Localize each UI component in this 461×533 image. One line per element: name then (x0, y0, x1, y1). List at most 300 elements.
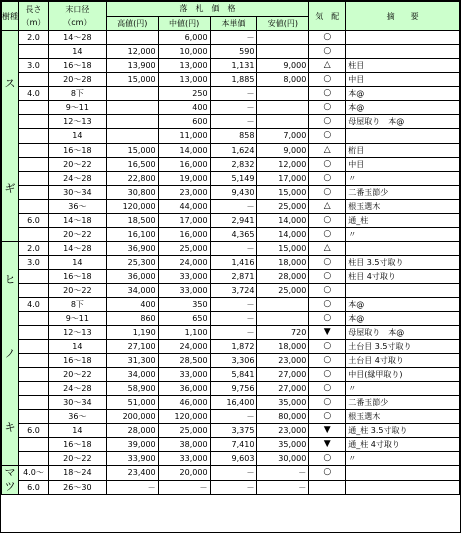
species-char: ス (4, 77, 16, 90)
high-price-cell: 36,000 (106, 270, 158, 284)
table-row (2, 73, 460, 87)
mid-price-cell: 36,000 (158, 382, 210, 396)
unit-price-cell: 5,149 (210, 171, 257, 185)
unit-price-cell: 3,375 (210, 424, 257, 438)
diameter-cell: 14～28 (48, 242, 106, 256)
low-price-cell (257, 31, 309, 45)
species-char: ギ (4, 182, 16, 195)
table-row (2, 101, 460, 115)
mid-price-cell: 33,000 (158, 284, 210, 298)
market-mood-cell: ○ (309, 396, 346, 410)
mid-price-cell: 6,000 (158, 31, 210, 45)
remarks-cell: 土台目 4寸取り (346, 354, 460, 368)
market-mood-cell: ○ (309, 256, 346, 270)
unit-price-cell: － (210, 312, 257, 326)
diameter-cell: 14 (48, 256, 106, 270)
mid-price-cell: － (158, 480, 210, 495)
remarks-cell: 根玉選木 (346, 199, 460, 213)
table-row (2, 480, 460, 495)
high-price-cell: 1,190 (106, 326, 158, 340)
length-cell: 4.0 (19, 87, 49, 101)
diameter-cell: 9～11 (48, 101, 106, 115)
length-cell (19, 410, 49, 424)
header-remarks: 摘 要 (346, 2, 460, 31)
diameter-cell: 14 (48, 340, 106, 354)
market-mood-cell: ○ (309, 171, 346, 185)
high-price-cell: 58,900 (106, 382, 158, 396)
low-price-cell: 15,000 (257, 185, 309, 199)
mid-price-cell: 44,000 (158, 199, 210, 213)
species-char: ツ (4, 480, 16, 493)
mid-price-cell: 120,000 (158, 410, 210, 424)
remarks-cell (346, 45, 460, 59)
low-price-cell: 7,000 (257, 129, 309, 143)
low-price-cell: 17,000 (257, 171, 309, 185)
header-diameter-label: 末口径 (65, 5, 90, 14)
mid-price-cell: 17,000 (158, 213, 210, 227)
high-price-cell: 36,900 (106, 242, 158, 256)
unit-price-cell: 1,624 (210, 143, 257, 157)
remarks-cell: 二番玉節少 (346, 185, 460, 199)
length-cell (19, 438, 49, 452)
remarks-cell: 〃 (346, 452, 460, 466)
mid-price-cell: 13,000 (158, 59, 210, 73)
header-diameter-unit: （cm） (63, 18, 92, 27)
length-cell (19, 354, 49, 368)
length-cell: 6.0 (19, 480, 49, 495)
table-row (2, 284, 460, 298)
high-price-cell: 16,100 (106, 227, 158, 241)
length-cell (19, 312, 49, 326)
unit-price-cell: 16,400 (210, 396, 257, 410)
low-price-cell (257, 45, 309, 59)
low-price-cell: 25,000 (257, 284, 309, 298)
remarks-cell: 通_柱 (346, 213, 460, 227)
high-price-cell (106, 115, 158, 129)
market-mood-cell: ▼ (309, 326, 346, 340)
unit-price-cell: 2,941 (210, 213, 257, 227)
diameter-cell: 20～22 (48, 452, 106, 466)
diameter-cell: 8下 (48, 298, 106, 312)
remarks-cell: 本@ (346, 87, 460, 101)
unit-price-cell: 2,871 (210, 270, 257, 284)
low-price-cell: 14,000 (257, 227, 309, 241)
low-price-cell: 27,000 (257, 368, 309, 382)
diameter-cell: 12～13 (48, 115, 106, 129)
market-mood-cell: ○ (309, 157, 346, 171)
header-species (2, 2, 19, 31)
mid-price-cell: 350 (158, 298, 210, 312)
market-mood-cell: ○ (309, 354, 346, 368)
remarks-cell: 柱目 4寸取り (346, 270, 460, 284)
diameter-cell: 36～ (48, 199, 106, 213)
unit-price-cell: 9,603 (210, 452, 257, 466)
market-mood-cell: △ (309, 242, 346, 256)
table-row (2, 129, 460, 143)
table-row (2, 270, 460, 284)
species-cell (2, 466, 19, 495)
remarks-cell (346, 466, 460, 481)
low-price-cell: 14,000 (257, 213, 309, 227)
market-mood-cell: △ (309, 143, 346, 157)
header-length-label: 長さ (25, 5, 42, 14)
market-mood-cell: ○ (309, 452, 346, 466)
diameter-cell: 36～ (48, 410, 106, 424)
high-price-cell: 15,000 (106, 73, 158, 87)
high-price-cell: 30,800 (106, 185, 158, 199)
unit-price-cell: － (210, 298, 257, 312)
diameter-cell: 26～30 (48, 480, 106, 495)
mid-price-cell: 600 (158, 115, 210, 129)
remarks-cell: 二番玉節少 (346, 396, 460, 410)
unit-price-cell: 1,131 (210, 59, 257, 73)
remarks-cell: 柱目 3.5寸取り (346, 256, 460, 270)
diameter-cell: 30～34 (48, 396, 106, 410)
remarks-cell: 〃 (346, 171, 460, 185)
unit-price-cell: － (210, 31, 257, 45)
length-cell (19, 326, 49, 340)
mid-price-cell: 11,000 (158, 129, 210, 143)
market-mood-cell: ○ (309, 213, 346, 227)
table-row (2, 312, 460, 326)
high-price-cell: 15,000 (106, 143, 158, 157)
market-mood-cell: ▼ (309, 438, 346, 452)
market-mood-cell: ▼ (309, 424, 346, 438)
low-price-cell: 25,000 (257, 199, 309, 213)
mid-price-cell: 28,500 (158, 354, 210, 368)
high-price-cell: 12,000 (106, 45, 158, 59)
unit-price-cell: － (210, 480, 257, 495)
low-price-cell: 12,000 (257, 157, 309, 171)
table-row (2, 298, 460, 312)
diameter-cell: 20～22 (48, 368, 106, 382)
remarks-cell (346, 31, 460, 45)
low-price-cell: 23,000 (257, 424, 309, 438)
table-row (2, 45, 460, 59)
high-price-cell: 23,400 (106, 466, 158, 481)
remarks-cell: 中目 (346, 73, 460, 87)
header-mid: 中値(円) (158, 16, 210, 31)
low-price-cell: 80,000 (257, 410, 309, 424)
high-price-cell: 860 (106, 312, 158, 326)
unit-price-cell: 590 (210, 45, 257, 59)
table-row (2, 424, 460, 438)
high-price-cell: 16,500 (106, 157, 158, 171)
length-cell (19, 199, 49, 213)
length-cell (19, 73, 49, 87)
header-mood: 気 配 (309, 2, 346, 31)
low-price-cell: 35,000 (257, 396, 309, 410)
market-mood-cell: ○ (309, 270, 346, 284)
high-price-cell (106, 101, 158, 115)
table-row (2, 410, 460, 424)
length-cell (19, 143, 49, 157)
table-row (2, 213, 460, 227)
table-row (2, 143, 460, 157)
high-price-cell: 39,000 (106, 438, 158, 452)
header-low: 安値(円) (257, 16, 309, 31)
length-cell: 6.0 (19, 424, 49, 438)
remarks-cell: 母屋取り 本@ (346, 115, 460, 129)
market-mood-cell: ○ (309, 382, 346, 396)
remarks-cell: 桁目 (346, 143, 460, 157)
table-row (2, 438, 460, 452)
low-price-cell (257, 87, 309, 101)
remarks-cell: 本@ (346, 312, 460, 326)
low-price-cell: 28,000 (257, 270, 309, 284)
low-price-cell: 15,000 (257, 242, 309, 256)
diameter-cell: 14 (48, 424, 106, 438)
diameter-cell: 14 (48, 45, 106, 59)
unit-price-cell: 1,872 (210, 340, 257, 354)
species-cell (2, 242, 19, 466)
mid-price-cell: 19,000 (158, 171, 210, 185)
high-price-cell: 28,000 (106, 424, 158, 438)
length-cell: 6.0 (19, 213, 49, 227)
high-price-cell: 33,900 (106, 452, 158, 466)
length-cell: 4.0～ (19, 466, 49, 481)
unit-price-cell: － (210, 410, 257, 424)
market-mood-cell: ○ (309, 87, 346, 101)
unit-price-cell: 3,724 (210, 284, 257, 298)
market-mood-cell: ○ (309, 129, 346, 143)
mid-price-cell: 25,000 (158, 424, 210, 438)
table-row (2, 452, 460, 466)
low-price-cell: － (257, 480, 309, 495)
unit-price-cell: － (210, 242, 257, 256)
low-price-cell: 27,000 (257, 382, 309, 396)
high-price-cell (106, 87, 158, 101)
remarks-cell (346, 284, 460, 298)
length-cell: 3.0 (19, 59, 49, 73)
length-cell (19, 340, 49, 354)
unit-price-cell: 5,841 (210, 368, 257, 382)
header-length-unit: （m） (21, 18, 46, 27)
mid-price-cell: 23,000 (158, 185, 210, 199)
remarks-cell: 母屋取り 本@ (346, 326, 460, 340)
diameter-cell: 20～28 (48, 73, 106, 87)
mid-price-cell: 24,000 (158, 340, 210, 354)
low-price-cell: 9,000 (257, 143, 309, 157)
diameter-cell: 20～22 (48, 157, 106, 171)
diameter-cell: 16～18 (48, 354, 106, 368)
unit-price-cell: 9,756 (210, 382, 257, 396)
table-row (2, 368, 460, 382)
unit-price-cell: － (210, 115, 257, 129)
length-cell (19, 452, 49, 466)
low-price-cell: 18,000 (257, 340, 309, 354)
table-row (2, 326, 460, 340)
species-char: マ (4, 466, 16, 479)
low-price-cell: 35,000 (257, 438, 309, 452)
unit-price-cell: 2,832 (210, 157, 257, 171)
remarks-cell: 根玉選木 (346, 410, 460, 424)
mid-price-cell: 13,000 (158, 73, 210, 87)
remarks-cell: 通_柱 3.5寸取り (346, 424, 460, 438)
market-mood-cell: ○ (309, 340, 346, 354)
diameter-cell: 12～13 (48, 326, 106, 340)
high-price-cell: 200,000 (106, 410, 158, 424)
remarks-cell: 通_柱 4寸取り (346, 438, 460, 452)
low-price-cell (257, 298, 309, 312)
mid-price-cell: 250 (158, 87, 210, 101)
high-price-cell: 120,000 (106, 199, 158, 213)
header-high: 高値(円) (106, 16, 158, 31)
header-diameter (48, 2, 106, 31)
table-row (2, 466, 460, 481)
high-price-cell (106, 31, 158, 45)
low-price-cell: 18,000 (257, 256, 309, 270)
unit-price-cell: － (210, 199, 257, 213)
market-mood-cell: △ (309, 199, 346, 213)
high-price-cell: 34,000 (106, 368, 158, 382)
mid-price-cell: 14,000 (158, 143, 210, 157)
unit-price-cell: － (210, 466, 257, 481)
high-price-cell: 34,000 (106, 284, 158, 298)
diameter-cell: 9～11 (48, 312, 106, 326)
header-length (19, 2, 49, 31)
mid-price-cell: 33,000 (158, 452, 210, 466)
mid-price-cell: 24,000 (158, 256, 210, 270)
market-mood-cell: ○ (309, 284, 346, 298)
market-mood-cell: ○ (309, 368, 346, 382)
market-mood-cell: ○ (309, 410, 346, 424)
market-mood-cell: ○ (309, 73, 346, 87)
length-cell (19, 368, 49, 382)
market-mood-cell: ○ (309, 185, 346, 199)
high-price-cell: 22,800 (106, 171, 158, 185)
high-price-cell: 51,000 (106, 396, 158, 410)
unit-price-cell: 858 (210, 129, 257, 143)
high-price-cell: 400 (106, 298, 158, 312)
length-cell: 2.0 (19, 31, 49, 45)
market-mood-cell (309, 480, 346, 495)
table-row (2, 115, 460, 129)
diameter-cell: 16～18 (48, 59, 106, 73)
table-row (2, 382, 460, 396)
table-row (2, 31, 460, 45)
length-cell (19, 382, 49, 396)
low-price-cell: 9,000 (257, 59, 309, 73)
high-price-cell: 18,500 (106, 213, 158, 227)
mid-price-cell: 33,000 (158, 368, 210, 382)
length-cell (19, 45, 49, 59)
market-mood-cell: △ (309, 59, 346, 73)
high-price-cell: 25,300 (106, 256, 158, 270)
unit-price-cell: － (210, 101, 257, 115)
diameter-cell: 8下 (48, 87, 106, 101)
table-row (2, 87, 460, 101)
market-mood-cell: ○ (309, 101, 346, 115)
remarks-cell: 中目 (346, 157, 460, 171)
length-cell (19, 171, 49, 185)
price-table (1, 1, 460, 495)
unit-price-cell: 7,410 (210, 438, 257, 452)
diameter-cell: 24～28 (48, 382, 106, 396)
high-price-cell: 13,900 (106, 59, 158, 73)
table-row (2, 171, 460, 185)
diameter-cell: 18～24 (48, 466, 106, 481)
species-char: キ (4, 420, 16, 434)
table-row (2, 185, 460, 199)
length-cell (19, 115, 49, 129)
header-species-label: 樹種 (2, 11, 18, 21)
mid-price-cell: 20,000 (158, 466, 210, 481)
high-price-cell: 31,300 (106, 354, 158, 368)
market-mood-cell: ○ (309, 45, 346, 59)
diameter-cell: 16～18 (48, 143, 106, 157)
market-mood-cell: ○ (309, 227, 346, 241)
diameter-cell: 14 (48, 129, 106, 143)
table-row (2, 199, 460, 213)
length-cell (19, 270, 49, 284)
remarks-cell: 本@ (346, 298, 460, 312)
market-mood-cell: ○ (309, 115, 346, 129)
low-price-cell: 8,000 (257, 73, 309, 87)
mid-price-cell: 16,000 (158, 157, 210, 171)
table-row (2, 354, 460, 368)
unit-price-cell: 9,430 (210, 185, 257, 199)
table-row (2, 157, 460, 171)
remarks-cell: 土台目 3.5寸取り (346, 340, 460, 354)
unit-price-cell: 4,365 (210, 227, 257, 241)
length-cell (19, 396, 49, 410)
table-row (2, 256, 460, 270)
table-row (2, 227, 460, 241)
species-char: ヒ (4, 272, 16, 286)
length-cell (19, 101, 49, 115)
remarks-cell: 〃 (346, 382, 460, 396)
diameter-cell: 14～18 (48, 213, 106, 227)
length-cell (19, 129, 49, 143)
remarks-cell (346, 242, 460, 256)
unit-price-cell: 1,885 (210, 73, 257, 87)
table-row (2, 59, 460, 73)
table-row (2, 396, 460, 410)
mid-price-cell: 25,000 (158, 242, 210, 256)
diameter-cell: 16～18 (48, 438, 106, 452)
length-cell: 4.0 (19, 298, 49, 312)
unit-price-cell: 1,416 (210, 256, 257, 270)
remarks-cell: 柱目 (346, 59, 460, 73)
mid-price-cell: 38,000 (158, 438, 210, 452)
mid-price-cell: 46,000 (158, 396, 210, 410)
low-price-cell: 30,000 (257, 452, 309, 466)
diameter-cell: 30～34 (48, 185, 106, 199)
high-price-cell: － (106, 480, 158, 495)
remarks-cell: 中目(縁甲取り) (346, 368, 460, 382)
low-price-cell: 720 (257, 326, 309, 340)
length-cell (19, 185, 49, 199)
diameter-cell: 24～28 (48, 171, 106, 185)
mid-price-cell: 650 (158, 312, 210, 326)
unit-price-cell: － (210, 326, 257, 340)
high-price-cell (106, 129, 158, 143)
low-price-cell (257, 101, 309, 115)
table-row (2, 340, 460, 354)
length-cell: 2.0 (19, 242, 49, 256)
unit-price-cell: 3,306 (210, 354, 257, 368)
mid-price-cell: 1,100 (158, 326, 210, 340)
table-row (2, 242, 460, 256)
header-price-group: 落 札 価 格 (106, 2, 309, 17)
diameter-cell: 20～22 (48, 284, 106, 298)
diameter-cell: 14～28 (48, 31, 106, 45)
diameter-cell: 20～22 (48, 227, 106, 241)
remarks-cell (346, 480, 460, 495)
low-price-cell (257, 312, 309, 326)
remarks-cell: 〃 (346, 227, 460, 241)
